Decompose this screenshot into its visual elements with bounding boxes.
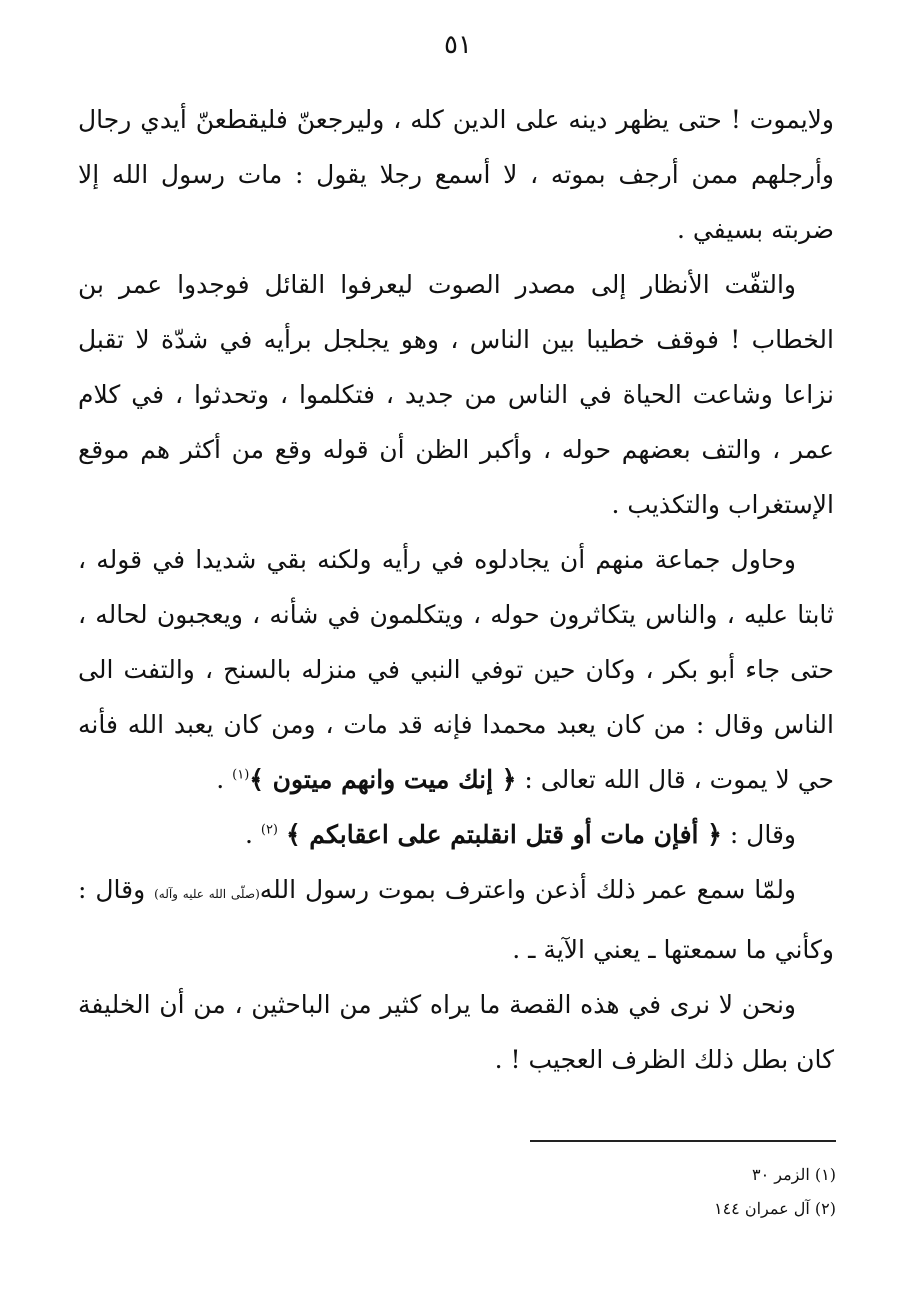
paragraph-4-end: . [244, 820, 261, 849]
paragraph-3-text: وحاول جماعة منهم أن يجادلوه في رأيه ولكنه بقي شديدا في قوله ، ثابتا عليه ، والناس يتكاثرون حوله ، ويتكلمون في شأنه ، ويعجبون لحاله ، حتى جاء أبو بكر ، وكان حين توفي النبي في منزله بالسنح ، والتفت الى الناس وقال : من كان يعبد محمدا فإنه قد مات ، ومن كان يعبد الله فأنه حي لا يموت ، قال الله تعالى : [78, 545, 834, 794]
footnote-ref-1: (١) [232, 767, 250, 783]
paragraph-3 [78, 532, 834, 807]
paragraph-4-text: وقال : [729, 820, 796, 849]
paragraph-4 [78, 807, 834, 862]
paragraph-2: والتفّت الأنظار إلى مصدر الصوت ليعرفوا القائل فوجدوا عمر بن الخطاب ! فوقف خطيبا بين الناس ، وهو يجلجل برأيه في شدّة لا تقبل نزاعا وشاعت الحياة في الناس من جديد ، فتكلموا ، وتحدثوا ، في كلام عمر ، والتف بعضهم حوله ، وأكبر الظن أن قوله وقع من أكثر هم موقع الإستغراب والتكذيب . [78, 270, 834, 519]
footnote-2: (٢) آل عمران ١٤٤ [713, 1199, 836, 1218]
quran-verse-2: ﴿ أفإن مات أو قتل انقلبتم على اعقابكم ﴾ [285, 820, 722, 849]
paragraph-5 [78, 862, 834, 977]
paragraph-6: ونحن لا نرى في هذه القصة ما يراه كثير من الباحثين ، من أن الخليفة كان بطل ذلك الظرف العجيب ! . [78, 990, 834, 1074]
paragraph-5-text-before: ولمّا سمع عمر ذلك أذعن واعترف بموت رسول الله [259, 875, 797, 904]
footnotes [416, 1158, 836, 1226]
paragraph-3-end: . [216, 765, 233, 794]
footnote-1: (١) الزمر ٣٠ [752, 1165, 836, 1184]
honorific-phrase: (صلّى الله عليه وآله) [154, 887, 260, 901]
paragraph-1: ولايموت ! حتى يظهر دينه على الدين كله ، وليرجعنّ فليقطعنّ أيدي رجال وأرجلهم ممن أرجف بموته ، لا أسمع رجلا يقول : مات رسول الله إلا ضربته بسيفي . [78, 105, 834, 244]
quran-verse-1: ﴿ إنك ميت وانهم ميتون ﴾ [249, 765, 517, 794]
page-number: ٥١ [444, 30, 472, 60]
paragraph-5-text-after: وقال : وكأني ما سمعتها ـ يعني الآية ـ . [78, 875, 834, 964]
body-text [78, 92, 834, 1087]
footnote-ref-2: (٢) [260, 822, 278, 838]
footnote-divider [530, 1140, 836, 1142]
